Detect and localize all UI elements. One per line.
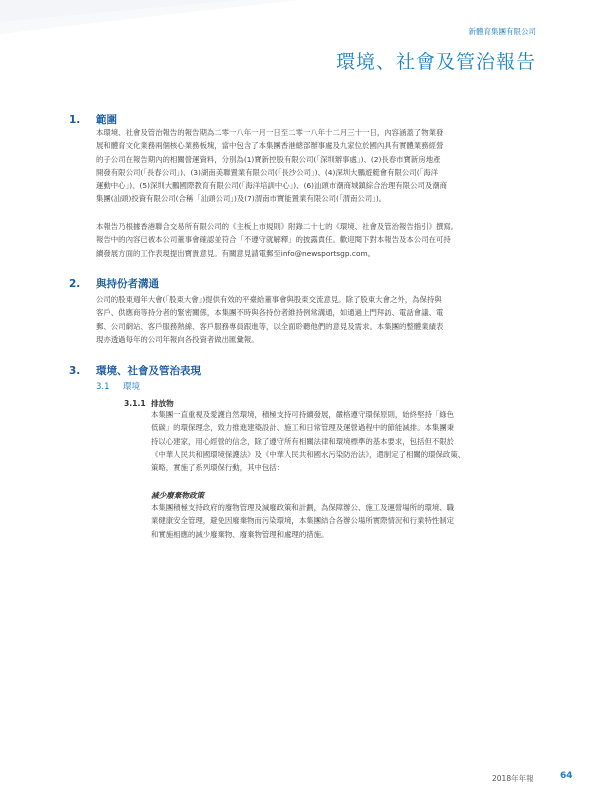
section-number: 3. — [69, 365, 81, 377]
section-number: 1. — [69, 114, 81, 126]
company-name-header: 新體育集團有限公司 — [468, 27, 536, 36]
section-heading-stakeholder — [69, 276, 159, 291]
section-title: 範圍 — [96, 114, 117, 126]
section-number: 2. — [69, 278, 81, 290]
corner-swoosh-graphic — [0, 0, 300, 40]
scope-paragraph-1: 本環境、社會及管治報告的報告期為二零一八年一月一日至二零一八年十二月三十一日，內容涵蓋了物業發 展和體育文化業務兩個核心業務板塊，當中包含了本集團香港總部辦事處及九家位於國內具有實體業務經營 的子公司在報告期內的相關營運資料，分別為(1)寶新控股有限公司(「深圳辦事處」)、(2)長春市寶新房地產 開發有限公司(「長春公司」)、(3)湖南美聯置業有限公司(「長沙公司」)、(4)深圳大鵬遊艇會有限公司(「海洋 運動中心」)、(5)深圳大鵬國際教育有限公司(「海洋培訓中心」)、(6)汕頭市潮商城鎮綜合治理有限公司及潮商 集團(汕頭)投資有限公司(合稱「汕頭公司」)及(7)渭南市寶能置業有限公司(「渭南公司」)。 — [96, 128, 448, 204]
section-heading-esg-performance — [69, 363, 201, 378]
scope-paragraph-2: 本報告乃根據香港聯合交易所有限公司的《主板上市規則》附錄二十七的《環境、社會及管治報告指引》撰寫。 報告中的內容已被本公司董事會確認並符合「不遵守就解釋」的披露責任。歡迎閱下對本報告及本公司在可持 續發展方面的工作表現提出寶貴意見。有關意見請電郵至info@newsportsgp.com。 — [96, 222, 459, 258]
subsubsection-number: 3.1.1 — [124, 399, 146, 408]
section-title: 環境、社會及管治表現 — [96, 365, 201, 377]
report-title: 環境、社會及管治報告 — [335, 51, 536, 73]
subsection-number: 3.1 — [96, 382, 110, 392]
subsection-heading-environment — [96, 380, 140, 392]
section-title: 與持份者溝通 — [96, 278, 159, 290]
footer-report-label: 2018年年報 — [492, 774, 534, 783]
stakeholder-paragraph: 公司的股東週年大會(「股東大會」)提供有效的平臺給董事會與股東交流意見。除了股東大會之外，為保持與 客戶、供應商等持分者的緊密關係，本集團不時與各持份者維持例常溝通，如通過上門拜訪、電話會議、電 郵、公司網站、客戶服務熱線、客戶服務專員跟進等，以全面聆聽他們的意見及需求。本集團的整體業績表 現亦透過每年的公司年報向各投資者做出匯彙報。 — [96, 295, 444, 344]
waste-reduction-paragraph: 本集團積極支持政府的廢物管理及減廢政策和計劃，為保障辦公、施工及運營場所的環境、職 業健康安全管理，避免因廢棄物而污染環境，本集團結合各辦公場所實際情況和行業特性制定 和實施相應的減少廢棄物、廢棄物管理和處理的措施。 — [151, 503, 455, 539]
emissions-paragraph: 本集團一直重視及愛護自然環境，積極支持可持續發展，嚴格遵守環保原則，始終堅持「綠色 低碳」的環保理念，致力推進建築設計、施工和日常管理及運營過程中的節能減排。本集團秉 持以心建家，用心經營的信念，除了遵守所有相關法律和環境標準的基本要求，包括但不限於 《中華人民共和國環境保護法》及《中華人民共和國水污染防治法》，還制定了相關的環保政策、 策略，實施了系列環保行動，其中包括： — [151, 410, 466, 473]
subsubsection-title: 排放物 — [151, 399, 174, 408]
page-number: 64 — [560, 771, 573, 781]
subsection-title: 環境 — [123, 382, 141, 392]
section-heading-scope — [69, 112, 117, 127]
waste-reduction-policy-heading: 減少廢棄物政策 — [151, 491, 205, 500]
